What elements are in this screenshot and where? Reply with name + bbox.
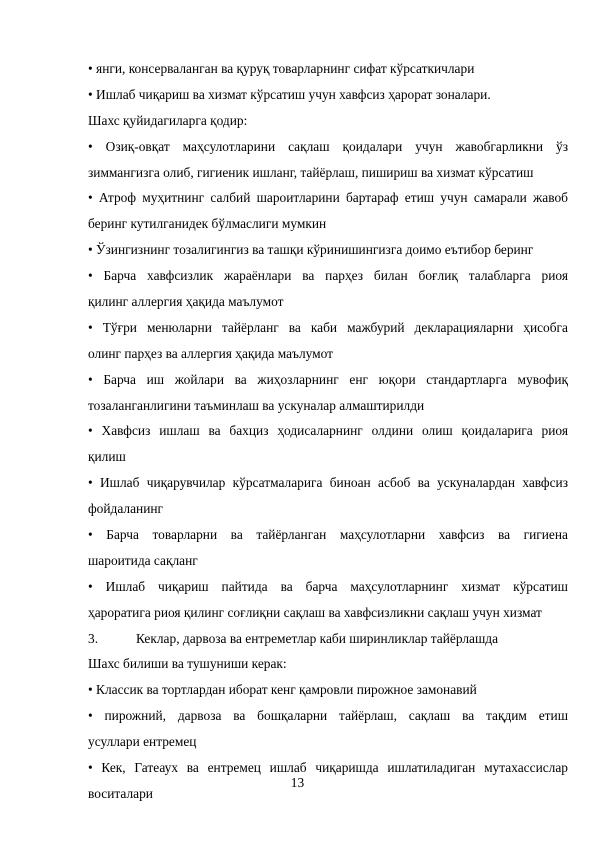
subheading: Шахс билиши ва тушуниши керак: [88, 656, 287, 672]
page-number: 13 [290, 775, 305, 790]
bullet-line: • Атроф муҳитнинг салбий шароитларини бартараф етиш учун самарали жавоб [88, 190, 568, 206]
continuation-line: олинг парҳез ва аллергия ҳақида маълумот [88, 345, 333, 361]
continuation-line: шароитида сақланг [88, 552, 198, 568]
bullet-line: • Ишлаб чиқарувчилар кўрсатмаларига биноан асбоб ва ускуналардан хавфсиз [88, 475, 568, 491]
bullet-line: • Тўғри менюларни тайёрланг ва каби мажбурий декларацияларни ҳисобга [88, 319, 568, 335]
bullet-line: • Классик ва тортлардан иборат кенг қамровли пирожное замонавий [88, 682, 477, 698]
continuation-line: фойдаланинг [88, 501, 164, 517]
bullet-line: • Барча хавфсизлик жараёнлари ва парҳез билан боғлиқ талабларга риоя [88, 268, 568, 284]
continuation-line: беринг кутилганидек бўлмаслиги мумкин [88, 216, 327, 232]
bullet-line: • Барча товарларни ва тайёрланган маҳсулотларни хавфсиз ва гигиена [88, 527, 568, 543]
section-number: 3. [88, 630, 99, 646]
continuation-line: қилиш [88, 449, 126, 465]
continuation-line: тозаланганлигини таъминлаш ва ускуналар алмаштирилди [88, 397, 425, 413]
continuation-line: ҳароратига риоя қилинг соғлиқни сақлаш ва хавфсизликни сақлаш учун хизмат [88, 604, 542, 620]
bullet-line: • янги, консерваланган ва қуруқ товарларнинг сифат кўрсаткичлари [88, 61, 475, 76]
bullet-line: • Кек, Гатеаух ва ентремец ишлаб чиқаришда ишлатиладиган мутахассислар [88, 760, 568, 776]
section-heading [88, 626, 568, 652]
continuation-line: зиммангизга олиб, гигиеник ишланг, тайёрлаш, пишириш ва хизмат кўрсатиш [88, 164, 534, 180]
bullet-line: • Озиқ-овқат маҳсулотларини сақлаш қоидалари учун жавобгарликни ўз [88, 138, 568, 154]
bullet-line: • Хавфсиз ишлаш ва бахциз ҳодисаларнинг олдини олиш қоидаларига риоя [88, 423, 568, 439]
bullet-line: • Ишлаб чиқариш пайтида ва барча маҳсулотларнинг хизмат кўрсатиш [88, 578, 568, 594]
page-body [88, 56, 568, 807]
bullet-line: • Ишлаб чиқариш ва хизмат кўрсатиш учун хавфсиз ҳарорат зоналари. [88, 86, 491, 102]
bullet-line: • Барча иш жойлари ва жиҳозларнинг енг юқори стандартларга мувофиқ [88, 371, 568, 387]
subheading: Шахс қуйидагиларга қодир: [88, 112, 248, 128]
bullet-line: • Ўзингизнинг тозалигингиз ва ташқи кўринишингизга доимо еътибор беринг [88, 242, 534, 258]
continuation-line: воситалари [88, 785, 153, 801]
section-title: Кеклар, дарвоза ва ентреметлар каби ширинликлар тайёрлашда [136, 630, 499, 646]
bullet-line: • пирожний, дарвоза ва бошқаларни тайёрлаш, сақлаш ва тақдим етиш [88, 708, 568, 724]
continuation-line: қилинг аллергия ҳақида маълумот [88, 294, 284, 310]
continuation-line: усуллари ентремец [88, 734, 197, 750]
